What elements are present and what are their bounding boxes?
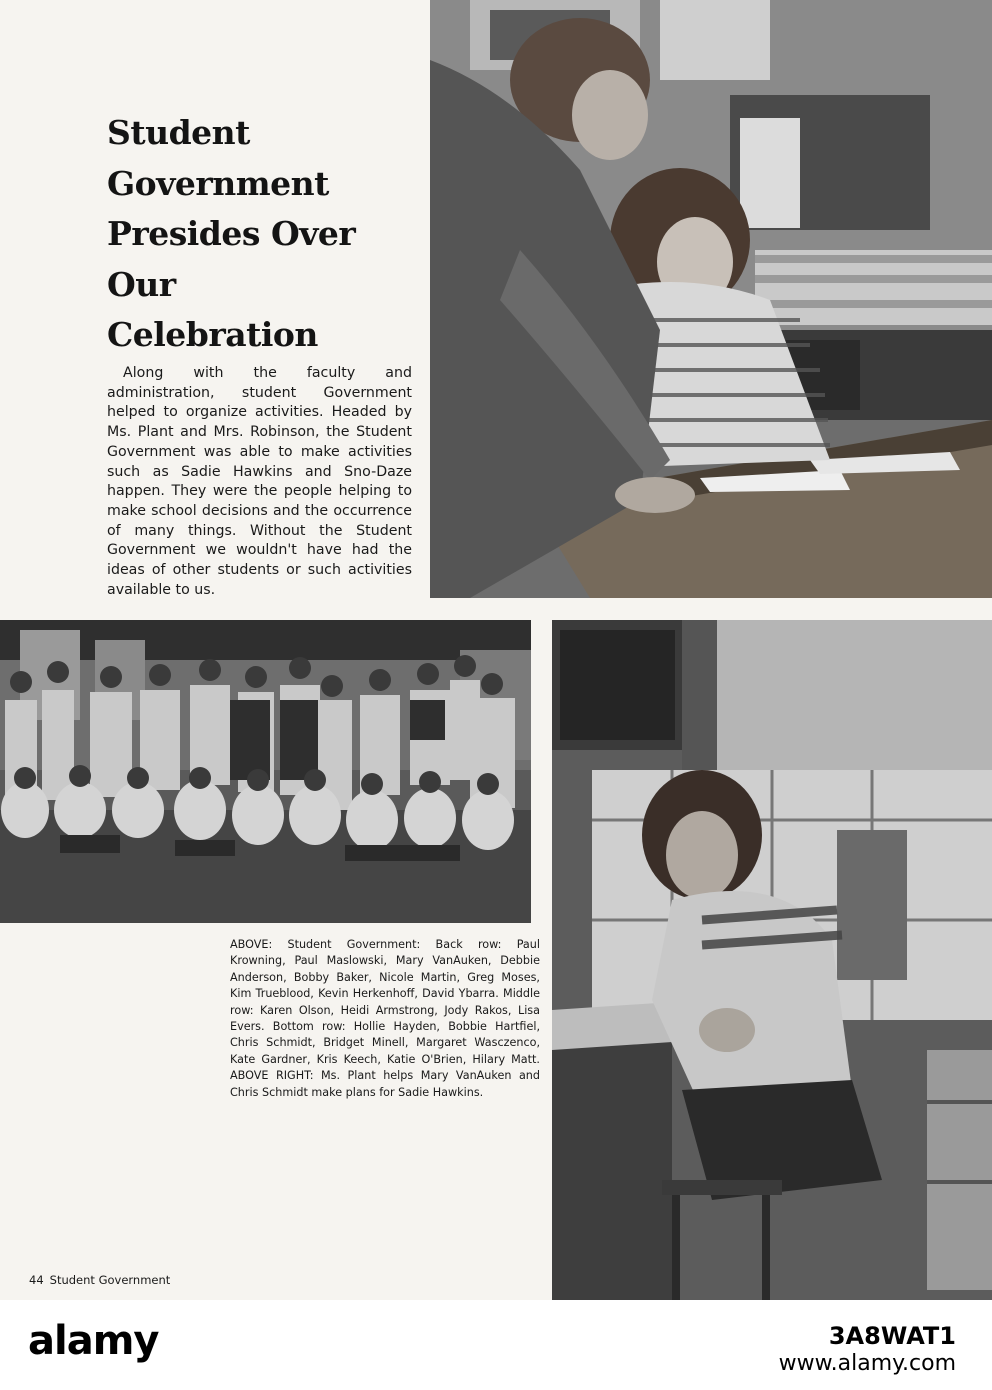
page-footer xyxy=(29,1273,170,1287)
section-name: Student Government xyxy=(49,1273,171,1287)
headline-line: Student xyxy=(107,113,250,152)
photo-caption xyxy=(230,937,540,1101)
stock-logo: alamy xyxy=(28,1318,159,1364)
article-body xyxy=(107,364,412,600)
article-body-text: Along with the faculty and administration, student Government helped to organize activities. Headed by Ms. Plant and Mrs. Robinson, the Student Government was able to make activities such as Sadie Hawkins and Sno-Daze happen. They were the people helping to make school decisions and the occurrence of many things. Without the Student Government we wouldn't have had the ideas of other students or such activities available to us. xyxy=(107,365,412,598)
photo-teacher-helps-student xyxy=(430,0,992,598)
headline-line: Celebration xyxy=(107,315,318,354)
headline xyxy=(107,108,407,361)
photo-student-seated xyxy=(552,620,992,1300)
page-number: 44 xyxy=(29,1273,44,1287)
headline-line: Government xyxy=(107,163,329,203)
photo-student-government-group xyxy=(0,620,531,923)
stock-url: www.alamy.com xyxy=(778,1351,956,1376)
stock-image-id: 3A8WAT1 xyxy=(828,1322,956,1350)
stock-info xyxy=(779,1322,956,1378)
photo-caption-text: ABOVE: Student Government: Back row: Paul Krowning, Paul Maslowski, Mary VanAuken, Debbie Anderson, Bobby Baker, Nicole Martin, Greg Moses, Kim Trueblood, Kevin Herkenhoff, David Ybarra. Middle row: Karen Olson, Heidi Armstrong, Jody Rakos, Lisa Evers. Bottom row: Hollie Hayden, Bobbie Hartfiel, Chris Schmidt, Bridget Minell, Margaret Wasczenco, Kate Gardner, Kris Keech, Katie O'Brien, Hilary Matt. ABOVE RIGHT: Ms. Plant helps Mary VanAuken and Chris Schmidt make plans for Sadie Hawkins. xyxy=(230,938,540,1099)
headline-line: Presides Over xyxy=(107,214,356,253)
headline-line: Our xyxy=(107,264,176,304)
